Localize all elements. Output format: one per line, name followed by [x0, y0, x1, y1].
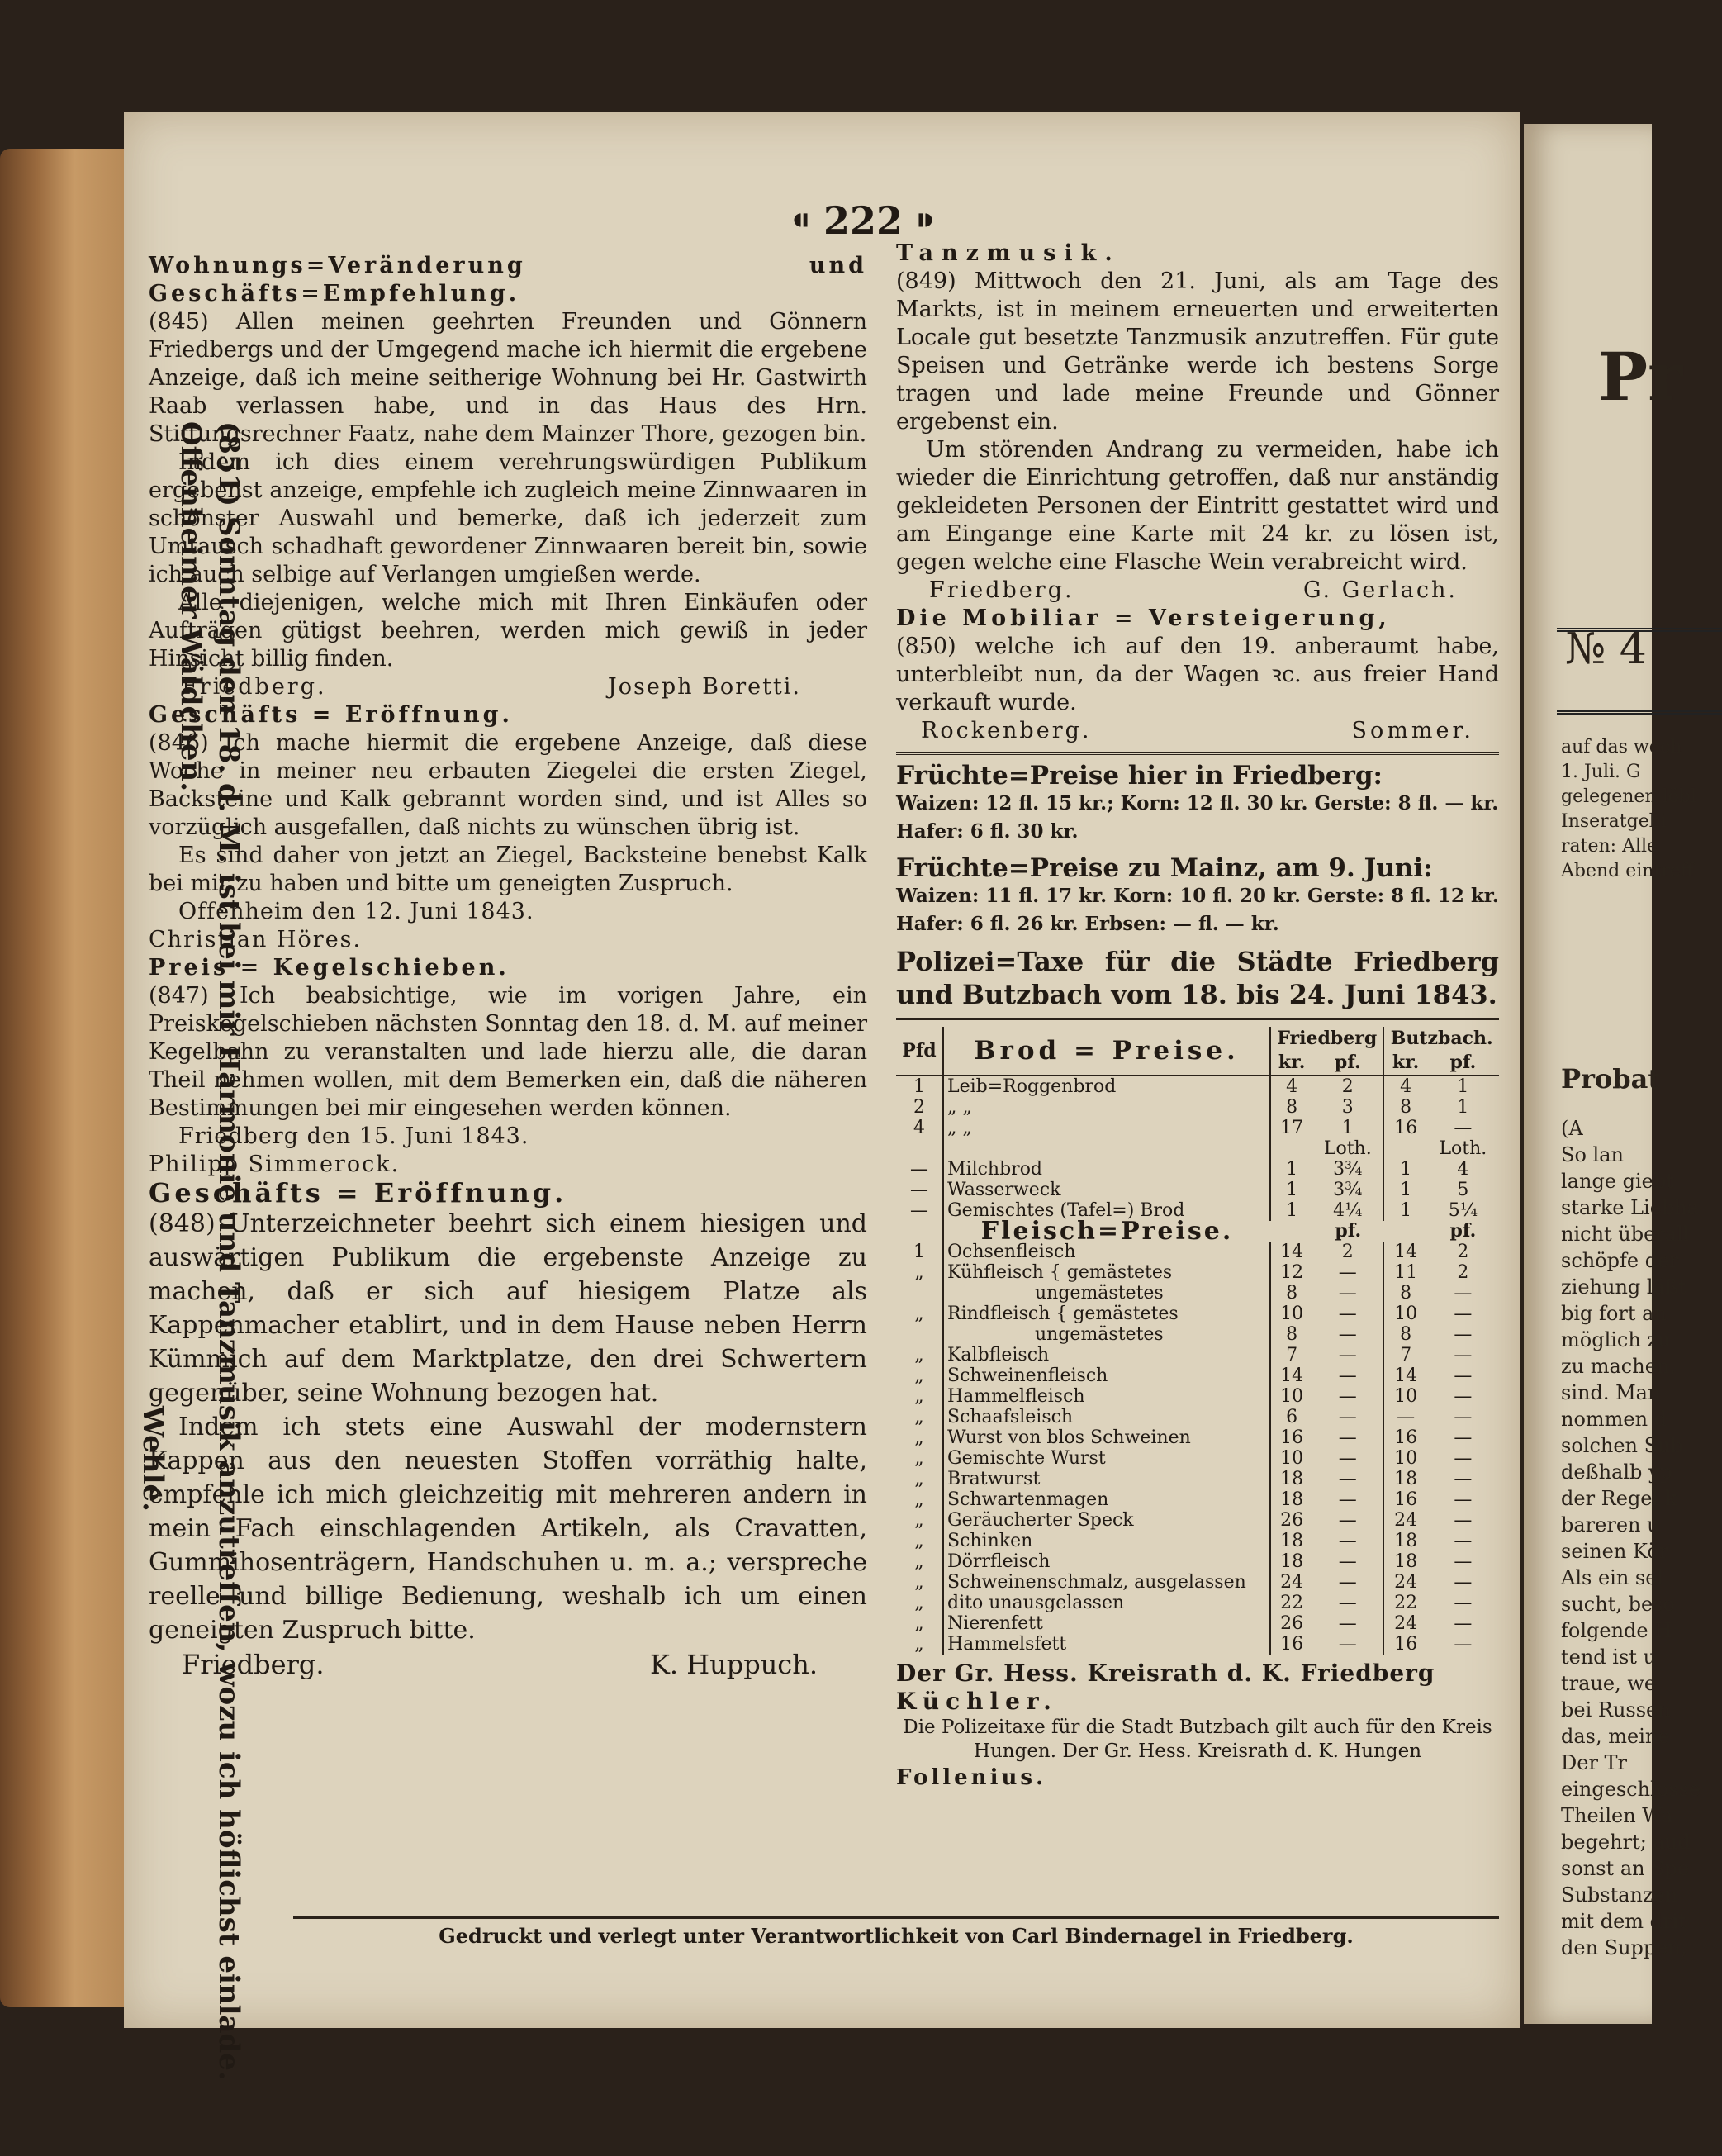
cell-friedberg-pf: —	[1338, 1304, 1357, 1324]
cell-pfd: „	[914, 1365, 924, 1386]
cell-butzbach-kr: 1	[1383, 1159, 1426, 1180]
cell-pfd: „	[914, 1634, 924, 1655]
cell-butzbach-pf: —	[1454, 1469, 1473, 1489]
tax-signature-1: Der Gr. Hess. Kreisrath d. K. Friedberg	[896, 1660, 1435, 1687]
cell-item: Schwartenmagen	[943, 1489, 1270, 1510]
ad-851-signature: Wehle.	[136, 1405, 169, 1512]
fleisch-section	[896, 1217, 1499, 1246]
fleisch-row	[896, 1593, 1499, 1613]
cell-friedberg-kr: 26	[1270, 1510, 1312, 1531]
cell-pfd: „	[914, 1262, 924, 1283]
cell-pfd: —	[910, 1159, 928, 1180]
cell-friedberg-pf: —	[1338, 1572, 1357, 1593]
facing-page-line: 1. Juli. G	[1561, 762, 1641, 782]
cell-item: Leib=Roggenbrod	[943, 1076, 1270, 1097]
facing-page-line: zu machen,	[1561, 1355, 1676, 1378]
cell-item: Ochsenfleisch	[943, 1242, 1270, 1262]
ad-849-signature: Friedberg. G. Gerlach.	[929, 577, 1458, 603]
cell-friedberg-pf: —	[1338, 1510, 1357, 1531]
cell-butzbach-pf: —	[1454, 1489, 1473, 1510]
ad-845-signature: Friedberg. Joseph Boretti.	[182, 674, 801, 700]
col-kr: kr.	[1270, 1051, 1312, 1076]
left-column	[149, 252, 867, 1679]
fleisch-row	[896, 1386, 1499, 1407]
brod-row	[896, 1097, 1499, 1118]
cell-butzbach-pf: —	[1454, 1407, 1473, 1427]
ad-847-name: Philipp Simmerock.	[149, 1152, 401, 1177]
cell-item: „ „	[943, 1118, 1270, 1138]
cell-pfd: „	[914, 1593, 924, 1613]
cell-friedberg-pf: —	[1338, 1593, 1357, 1613]
facing-page-line: raten: Alle	[1561, 836, 1658, 857]
facing-page-line: starke Liebha	[1561, 1196, 1700, 1219]
cell-pfd: „	[914, 1386, 924, 1407]
facing-page-line: sucht, beso	[1561, 1593, 1675, 1616]
brod-row	[896, 1118, 1499, 1138]
cell-butzbach-pf: —	[1454, 1427, 1473, 1448]
cell-friedberg-pf: —	[1338, 1324, 1357, 1345]
ad-845-text-3: Alle diejenigen, welche mich mit Ihren Einkäufen oder Aufträgen gütigst beehren, werden mich gewiß in jeder Hinsicht billig finden.	[149, 590, 867, 672]
cell-butzbach-kr: —	[1383, 1407, 1426, 1427]
cell-friedberg-kr: 8	[1270, 1097, 1312, 1118]
ad-848-text: (848) Unterzeichneter beehrt sich einem hiesigen und auswärtigen Publikum die ergebenste Anzeige zu machen, daß er sich auf hiesigem Platze als Kappenmacher etablirt, und in dem Hause neben Herrn Kümmich auf dem Marktplatze, den drei Schwertern gegenüber, seine Wohnung bezogen hat.	[149, 1209, 867, 1408]
facing-page	[1524, 124, 1701, 2024]
book-edge	[0, 149, 124, 2007]
col-pfd: Pfd	[896, 1027, 943, 1076]
cell-item: Hammelsfett	[943, 1634, 1270, 1655]
ad-845-text: (845) Allen meinen geehrten Freunden und Gönnern Friedbergs und der Umgegend mache ich hiermit die ergebene Anzeige, daß ich meine seitherige Wohnung bei Hr. Gastwirth Raab verlassen habe, und in das Haus des Hrn. Stiftungsrechner Faatz, nahe dem Mainzer Thore, gezogen bin.	[149, 309, 867, 447]
fleisch-rows	[896, 1242, 1499, 1655]
fleisch-row	[896, 1345, 1499, 1365]
cell-butzbach-pf: —	[1454, 1510, 1473, 1531]
cell-friedberg-pf: 1	[1341, 1118, 1354, 1138]
fleisch-row	[896, 1634, 1499, 1655]
cell-friedberg-pf: —	[1338, 1345, 1357, 1365]
cell-friedberg-pf: —	[1338, 1262, 1357, 1283]
cell-friedberg-pf: 2	[1341, 1242, 1354, 1262]
fleisch-row	[896, 1407, 1499, 1427]
cell-pfd	[896, 1138, 943, 1159]
cell-item: Nierenfett	[943, 1613, 1270, 1634]
cell-butzbach-pf: 1	[1457, 1097, 1469, 1118]
cell-butzbach-pf: —	[1454, 1283, 1473, 1304]
cell-friedberg-pf: 4¼	[1333, 1200, 1363, 1221]
cell-friedberg-pf: —	[1338, 1551, 1357, 1572]
fleisch-row	[896, 1489, 1499, 1510]
cell-butzbach-pf: —	[1454, 1304, 1473, 1324]
fleisch-row	[896, 1613, 1499, 1634]
fleisch-row	[896, 1572, 1499, 1593]
fleisch-row	[896, 1510, 1499, 1531]
cell-item: Bratwurst	[943, 1469, 1270, 1489]
divider	[896, 752, 1499, 755]
cell-friedberg-pf: Loth.	[1323, 1138, 1372, 1159]
cell-item: Schaafsleisch	[943, 1407, 1270, 1427]
cell-butzbach-kr: 14	[1383, 1242, 1426, 1262]
cell-pfd: —	[910, 1200, 928, 1221]
cell-butzbach-kr: 18	[1383, 1551, 1426, 1572]
cell-friedberg-kr: 8	[1270, 1324, 1312, 1345]
cell-pfd: „	[914, 1531, 924, 1551]
cell-butzbach-kr: 24	[1383, 1572, 1426, 1593]
cell-pfd	[896, 1283, 943, 1304]
facing-page-line: sind. Man	[1561, 1381, 1661, 1404]
cell-friedberg-kr: 22	[1270, 1593, 1312, 1613]
facing-page-line: der Regel k	[1561, 1487, 1677, 1510]
facing-page-line: ziehung läßt	[1561, 1275, 1686, 1299]
cell-friedberg-kr: 6	[1270, 1407, 1312, 1427]
cell-friedberg-pf: —	[1338, 1448, 1357, 1469]
fleisch-row	[896, 1531, 1499, 1551]
cell-friedberg-pf: —	[1338, 1427, 1357, 1448]
col-brod: Brod = Preise.	[943, 1027, 1270, 1076]
cell-butzbach-pf: —	[1454, 1365, 1473, 1386]
cell-butzbach-kr: 18	[1383, 1469, 1426, 1489]
cell-butzbach-pf: —	[1454, 1345, 1473, 1365]
cell-item: Rindfleisch { gemästetes	[943, 1304, 1270, 1324]
prices-mainz-heading: Früchte=Preise zu Mainz, am 9. Juni:	[896, 853, 1433, 883]
cell-friedberg-pf: —	[1338, 1531, 1357, 1551]
cell-butzbach-kr: 24	[1383, 1613, 1426, 1634]
ad-846-heading: Geschäfts = Eröffnung.	[149, 702, 513, 728]
cell-item: Wasserweck	[943, 1180, 1270, 1200]
imprint-footer: Gedruckt und verlegt unter Verantwortlichkeit von Carl Bindernagel in Friedberg.	[293, 1916, 1499, 1948]
police-tax-table	[896, 1027, 1499, 1655]
cell-butzbach-pf: 1	[1457, 1076, 1469, 1097]
cell-butzbach-kr: 7	[1383, 1345, 1426, 1365]
cell-butzbach-kr: 4	[1383, 1076, 1426, 1097]
cell-item: ungemästetes	[943, 1324, 1270, 1345]
cell-friedberg-kr: 1	[1270, 1180, 1312, 1200]
cell-friedberg-pf: —	[1338, 1407, 1357, 1427]
cell-item: ungemästetes	[943, 1283, 1270, 1304]
cell-item: Schweinenschmalz, ausgelassen	[943, 1572, 1270, 1593]
facing-page-line: den Suppen,	[1561, 1936, 1687, 1959]
cell-butzbach-pf: 5	[1457, 1180, 1469, 1200]
cell-item: „ „	[943, 1097, 1270, 1118]
cell-friedberg-pf: —	[1338, 1386, 1357, 1407]
fleisch-row	[896, 1427, 1499, 1448]
col-pf: pf.	[1427, 1051, 1499, 1076]
prices-friedberg-heading: Früchte=Preise hier in Friedberg:	[896, 761, 1383, 791]
cell-item: Gemischte Wurst	[943, 1448, 1270, 1469]
cell-item: Schinken	[943, 1531, 1270, 1551]
facing-page-line: Als ein sel	[1561, 1566, 1664, 1589]
cell-butzbach-pf: —	[1454, 1448, 1473, 1469]
cell-butzbach-pf: —	[1454, 1634, 1473, 1655]
cell-item: Geräucherter Speck	[943, 1510, 1270, 1531]
facing-page-line: mit dem drit	[1561, 1910, 1686, 1933]
ad-846-place: Offenheim den 12. Juni 1843.	[178, 899, 534, 924]
cell-butzbach-kr: 16	[1383, 1634, 1426, 1655]
facing-page-line: tend ist u	[1561, 1645, 1657, 1669]
col-friedberg: Friedberg	[1270, 1027, 1383, 1051]
cell-item: Kalbfleisch	[943, 1345, 1270, 1365]
cell-friedberg-pf: —	[1338, 1613, 1357, 1634]
cell-item: Gemischtes (Tafel=) Brod	[943, 1200, 1270, 1221]
ad-846-text-2: Es sind daher von jetzt an Ziegel, Backsteine benebst Kalk bei mir zu haben und bitte um geneigten Zuspruch.	[149, 843, 867, 896]
cell-friedberg-kr: 24	[1270, 1572, 1312, 1593]
cell-butzbach-kr: 1	[1383, 1200, 1426, 1221]
cell-pfd: 2	[913, 1097, 925, 1118]
cell-pfd	[896, 1324, 943, 1345]
cell-pfd: „	[914, 1510, 924, 1531]
cell-item: Hammelfleisch	[943, 1386, 1270, 1407]
cell-friedberg-kr: 4	[1270, 1076, 1312, 1097]
col-kr: kr.	[1383, 1051, 1426, 1076]
cell-friedberg-pf: 3¾	[1333, 1180, 1363, 1200]
cell-butzbach-kr: 8	[1383, 1324, 1426, 1345]
ad-845-text-2: Indem ich dies einem verehrungswürdigen Publikum ergebenst anzeige, empfehle ich zugleich meine Zinnwaaren in schönster Auswahl und bemerke, daß ich jederzeit zum Umtausch schadhaft gewordener Zinnwaaren bereit bin, sowie ich auch selbige auf Verlangen umgießen werde.	[149, 449, 867, 587]
facing-page-line: So lan	[1561, 1143, 1624, 1166]
ad-850-signature: Rockenberg. Sommer.	[921, 718, 1474, 743]
facing-page-line: seinen Kör	[1561, 1540, 1669, 1563]
facing-page-line: Inseratgebi	[1561, 811, 1667, 832]
facing-page-line: eingeschlosse	[1561, 1778, 1701, 1801]
ad-849-text: (849) Mittwoch den 21. Juni, als am Tage des Markts, ist in meinem erneuerten und erweiterten Locale gut besetzte Tanzmusik anzutreffen. Für gute Speisen und Getränke werde ich bestens Sorge tragen und lade meine Freunde und Gönner ergebenst ein.	[896, 268, 1499, 435]
facing-page-line: lange giebt	[1561, 1170, 1674, 1193]
cell-butzbach-pf: —	[1454, 1386, 1473, 1407]
cell-friedberg-kr: 17	[1270, 1118, 1312, 1138]
cell-item: Wurst von blos Schweinen	[943, 1427, 1270, 1448]
police-tax-title: Polizei=Taxe für die Städte Friedberg und Butzbach vom 18. bis 24. Juni 1843.	[896, 946, 1499, 1010]
cell-pfd: „	[914, 1345, 924, 1365]
facing-page-line: das, meine	[1561, 1725, 1670, 1748]
cell-item: Milchbrod	[943, 1159, 1270, 1180]
facing-page-line: möglich zu	[1561, 1328, 1671, 1351]
cell-pfd: 1	[913, 1242, 925, 1262]
cell-butzbach-kr: 1	[1383, 1180, 1426, 1200]
cell-friedberg-kr: 8	[1270, 1283, 1312, 1304]
facing-page-body	[1561, 1115, 1701, 1961]
facing-page-line: Der Tr	[1561, 1751, 1628, 1774]
cell-friedberg-kr: 1	[1270, 1200, 1312, 1221]
brod-row	[896, 1138, 1499, 1159]
cell-friedberg-kr: 7	[1270, 1345, 1312, 1365]
fleisch-row	[896, 1324, 1499, 1345]
facing-page-line: folgende H	[1561, 1619, 1672, 1642]
facing-page-line: nicht überall	[1561, 1223, 1690, 1246]
facing-page-line: schöpfe der	[1561, 1249, 1679, 1272]
cell-butzbach-kr: 24	[1383, 1510, 1426, 1531]
cell-butzbach-pf: —	[1454, 1593, 1473, 1613]
cell-pfd: „	[914, 1551, 924, 1572]
cell-butzbach-kr	[1383, 1138, 1426, 1159]
facing-page-line: nommen d	[1561, 1408, 1667, 1431]
cell-item: Dörrfleisch	[943, 1551, 1270, 1572]
facing-page-line: traue, we	[1561, 1672, 1657, 1695]
brod-rows	[896, 1076, 1499, 1221]
ad-851-line1: (851) Sonntag den 18. d. M. ist bei mir Harmonie und Tanzmusik anzutreffen, wozu ich höflichst einlade.	[212, 421, 245, 2081]
cell-friedberg-kr: 18	[1270, 1469, 1312, 1489]
cell-friedberg-kr: 12	[1270, 1262, 1312, 1283]
cell-pfd: —	[910, 1180, 928, 1200]
divider	[1557, 628, 1722, 632]
cell-butzbach-pf: —	[1454, 1551, 1473, 1572]
cell-butzbach-pf: —	[1454, 1324, 1473, 1345]
ad-846-name: Christian Höres.	[149, 927, 363, 952]
ad-847-heading: Preis = Kegelschieben.	[149, 955, 510, 981]
facing-page-line: gelegenen löbl	[1561, 786, 1697, 807]
fleisch-heading-row	[896, 1221, 1499, 1242]
cell-friedberg-kr: 14	[1270, 1365, 1312, 1386]
facing-page-line: Theilen Wa	[1561, 1804, 1673, 1827]
facing-page-line: sonst an Spe	[1561, 1857, 1690, 1880]
cell-friedberg-kr: 14	[1270, 1242, 1312, 1262]
ad-847-text: (847) Ich beabsichtige, wie im vorigen Jahre, ein Preiskegelschieben nächsten Sonntag den 18. d. M. auf meiner Kegelbahn zu veranstalten und lade hierzu alle, die daran Theil nehmen wollen, mit dem Bemerken ein, daß die näheren Bestimmungen bei mir eingesehen werden können.	[149, 983, 867, 1121]
cell-item: Kühfleisch { gemästetes	[943, 1262, 1270, 1283]
facing-page-line: bei Russen	[1561, 1698, 1671, 1721]
prices-friedberg-line2: Hafer: 6 fl. 30 kr.	[896, 820, 1079, 843]
cell-friedberg-kr: 18	[1270, 1551, 1312, 1572]
cell-friedberg-pf: 3¾	[1333, 1159, 1363, 1180]
facing-page-title: Pr	[1598, 338, 1683, 416]
ad-848-heading: Geschäfts = Eröffnung.	[149, 1177, 567, 1209]
cell-butzbach-kr: 16	[1383, 1118, 1426, 1138]
ad-850-text: (850) welche ich auf den 19. anberaumt habe, unterbleibt nun, da der Wagen ꝛc. aus freier Hand verkauft wurde.	[896, 634, 1499, 715]
ad-845-heading: Wohnungs=Veränderung und Geschäfts=Empfehlung.	[149, 253, 867, 306]
cell-butzbach-pf: Loth.	[1439, 1138, 1487, 1159]
cell-butzbach-kr: 16	[1383, 1489, 1426, 1510]
fleisch-row	[896, 1551, 1499, 1572]
cell-friedberg-kr: 18	[1270, 1531, 1312, 1551]
prices-mainz-line1: Waizen: 11 fl. 17 kr. Korn: 10 fl. 20 kr. Gerste: 8 fl. 12 kr.	[896, 885, 1499, 907]
facing-page-line: bareren u	[1561, 1513, 1660, 1536]
cell-friedberg-pf: 2	[1341, 1076, 1354, 1097]
ad-850-heading: Die Mobiliar = Versteigerung,	[896, 605, 1391, 631]
cell-friedberg-kr: 18	[1270, 1489, 1312, 1510]
fleisch-pf-label: pf.	[1449, 1220, 1477, 1242]
cell-friedberg-kr: 16	[1270, 1634, 1312, 1655]
cell-butzbach-pf: —	[1454, 1572, 1473, 1593]
cell-butzbach-kr: 18	[1383, 1531, 1426, 1551]
cell-friedberg-pf: —	[1338, 1365, 1357, 1386]
facing-page-number: № 4	[1565, 624, 1647, 674]
tax-signature-1-name: Küchler.	[896, 1688, 1058, 1715]
cell-butzbach-pf: 4	[1457, 1159, 1469, 1180]
cell-pfd: 4	[913, 1118, 925, 1138]
ad-848-signature: Friedberg. K. Huppuch.	[182, 1649, 818, 1680]
page-number: ⁌ 222 ⁍	[790, 198, 936, 243]
fleisch-row	[896, 1365, 1499, 1386]
facing-page-line: big fort an	[1561, 1302, 1667, 1325]
fleisch-heading: Fleisch=Preise.	[943, 1221, 1270, 1242]
tax-signature-2-name: Follenius.	[896, 1765, 1047, 1790]
cell-butzbach-pf: —	[1454, 1613, 1473, 1634]
facing-page-line: begehrt; aud	[1561, 1831, 1691, 1854]
ad-849-text-2: Um störenden Andrang zu vermeiden, habe ich wieder die Einrichtung getroffen, daß nur anständig gekleideten Personen der Eintritt gestattet wird und am Eingange eine Karte mit 24 kr. zu lösen ist, gegen welche eine Flasche Wein verabreicht wird.	[896, 437, 1499, 575]
cell-friedberg-kr: 16	[1270, 1427, 1312, 1448]
facing-page-line: (A	[1561, 1117, 1583, 1140]
cell-butzbach-kr: 22	[1383, 1593, 1426, 1613]
prices-mainz-line2: Hafer: 6 fl. 26 kr. Erbsen: — fl. — kr.	[896, 913, 1279, 935]
cell-butzbach-kr: 8	[1383, 1283, 1426, 1304]
cell-butzbach-kr: 16	[1383, 1427, 1426, 1448]
fleisch-pf-label: pf.	[1335, 1220, 1362, 1242]
cell-item	[943, 1138, 1270, 1159]
cell-butzbach-kr: 11	[1383, 1262, 1426, 1283]
cell-pfd: „	[914, 1448, 924, 1469]
cell-butzbach-kr: 8	[1383, 1097, 1426, 1118]
facing-page-intro	[1561, 735, 1696, 884]
cell-butzbach-kr: 14	[1383, 1365, 1426, 1386]
brod-row	[896, 1159, 1499, 1180]
ad-849-heading: Tanzmusik.	[896, 240, 1121, 266]
cell-friedberg-kr	[1270, 1138, 1312, 1159]
cell-butzbach-kr: 10	[1383, 1448, 1426, 1469]
cell-friedberg-kr: 10	[1270, 1448, 1312, 1469]
cell-item: dito unausgelassen	[943, 1593, 1270, 1613]
brod-row	[896, 1180, 1499, 1200]
cell-pfd: 1	[913, 1076, 925, 1097]
fleisch-row	[896, 1448, 1499, 1469]
prices-friedberg-line1: Waizen: 12 fl. 15 kr.; Korn: 12 fl. 30 kr. Gerste: 8 fl. — kr.	[896, 792, 1499, 814]
cell-friedberg-kr: 26	[1270, 1613, 1312, 1634]
facing-page-line: auf das wöch	[1561, 737, 1682, 757]
cell-pfd: „	[914, 1572, 924, 1593]
cell-friedberg-pf: —	[1338, 1283, 1357, 1304]
cell-butzbach-pf: 2	[1457, 1262, 1469, 1283]
col-pf: pf.	[1312, 1051, 1383, 1076]
cell-friedberg-kr: 10	[1270, 1304, 1312, 1324]
ad-851-line2: Offenheimer Wäldchen.	[174, 421, 207, 792]
ad-847-place: Friedberg den 15. Juni 1843.	[178, 1123, 529, 1149]
ad-846-text: (846) Ich mache hiermit die ergebene Anzeige, daß diese Woche in meiner neu erbauten Ziegelei die ersten Ziegel, Backsteine und Kalk gebrannt worden sind, und ist Alles so vorzüglich ausgefallen, daß nichts zu wünschen übrig ist.	[149, 730, 867, 840]
cell-butzbach-pf: —	[1454, 1531, 1473, 1551]
brod-row	[896, 1076, 1499, 1097]
cell-friedberg-pf: —	[1338, 1489, 1357, 1510]
cell-pfd: „	[914, 1407, 924, 1427]
cell-butzbach-kr: 10	[1383, 1304, 1426, 1324]
cell-pfd: „	[914, 1469, 924, 1489]
cell-friedberg-pf: —	[1338, 1634, 1357, 1655]
cell-friedberg-kr: 10	[1270, 1386, 1312, 1407]
cell-butzbach-pf: —	[1454, 1118, 1473, 1138]
cell-pfd: „	[914, 1489, 924, 1510]
cell-butzbach-kr: 10	[1383, 1386, 1426, 1407]
right-column	[896, 240, 1499, 1792]
cell-item: Schweinenfleisch	[943, 1365, 1270, 1386]
cell-friedberg-kr: 1	[1270, 1159, 1312, 1180]
cell-pfd: „	[914, 1613, 924, 1634]
facing-page-line: deßhalb yp	[1561, 1460, 1672, 1484]
cell-butzbach-pf: 5¼	[1448, 1200, 1478, 1221]
tax-note: Die Polizeitaxe für die Stadt Butzbach gilt auch für den Kreis Hungen. Der Gr. Hess. Kreisrath d. K. Hungen	[903, 1717, 1492, 1762]
facing-page-line: solchen Sub	[1561, 1434, 1683, 1457]
divider	[896, 1018, 1499, 1020]
ad-848-text-2: Indem ich stets eine Auswahl der modernstern Kappen aus den neuesten Stoffen vorräthig halte, empfehle ich mich gleichzeitig mit mehreren andern in mein Fach einschlagenden Artikeln, als Cravatten, Gummihosenträgern, Handschuhen u. m. a.; verspreche reelle und billige Bedienung, weshalb ich um einen geneigten Zuspruch bitte.	[149, 1413, 867, 1645]
cell-pfd: „	[914, 1304, 924, 1324]
fleisch-row	[896, 1304, 1499, 1324]
divider	[1557, 710, 1722, 715]
fleisch-row	[896, 1469, 1499, 1489]
cell-pfd: „	[914, 1427, 924, 1448]
fleisch-row	[896, 1283, 1499, 1304]
cell-butzbach-pf: 2	[1457, 1242, 1469, 1262]
col-butzbach: Butzbach.	[1390, 1028, 1493, 1049]
facing-page-line: Abend eintreff	[1561, 861, 1694, 881]
cell-friedberg-pf: —	[1338, 1469, 1357, 1489]
cell-friedberg-pf: 3	[1341, 1097, 1354, 1118]
facing-page-line: Substanzen	[1561, 1883, 1678, 1907]
facing-page-heading: Probat	[1561, 1063, 1661, 1095]
fleisch-row	[896, 1262, 1499, 1283]
